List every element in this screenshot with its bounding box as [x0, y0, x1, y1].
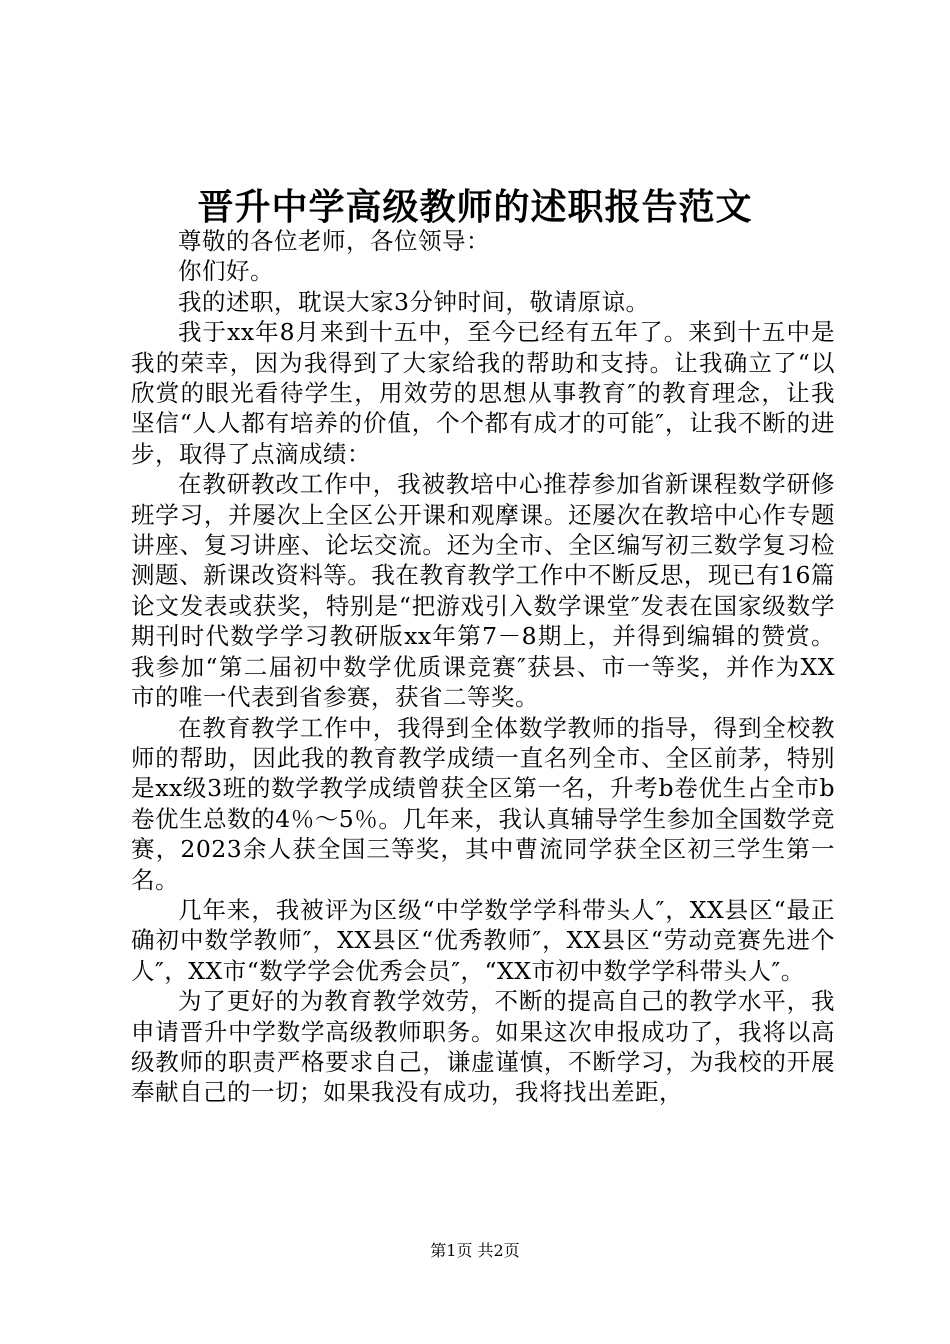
- paragraph-research: 在教研教改工作中，我被教培中心推荐参加省新课程数学研修班学习，并屡次上全区公开课和观摩课。还屡次在教培中心作专题讲座、复习讲座、论坛交流。还为全市、全区编写初三数学复习检测题、新课改资料等。我在教育教学工作中不断反思，现已有16篇论文发表或获奖，特别是“把游戏引入数学课堂″发表在国家级数学期刊时代数学学习教研版xx年第7－8期上，并得到编辑的赞赏。我参加“第二届初中数学优质课竞赛″获县、市一等奖，并作为XX市的唯一代表到省参赛，获省二等奖。: [131, 470, 835, 712]
- paragraph-background: 我于xx年8月来到十五中，至今已经有五年了。来到十五中是我的荣幸，因为我得到了大家给我的帮助和支持。让我确立了“以欣赏的眼光看待学生，用效劳的思想从事教育″的教育理念，让我坚信“人人都有培养的价值，个个都有成才的可能″，让我不断的进步，取得了点滴成绩：: [131, 318, 835, 468]
- paragraph-honors: 几年来，我被评为区级“中学数学学科带头人″，XX县区“最正确初中数学教师″，XX县区“优秀教师″，XX县区“劳动竞赛先进个人″，XX市“数学学会优秀会员″，“XX市初中数学学科带头人″。: [131, 895, 835, 985]
- paragraph-intro: 我的述职，耽误大家3分钟时间，敬请原谅。: [178, 287, 650, 316]
- paragraph-application: 为了更好的为教育教学效劳，不断的提高自己的教学水平，我申请晋升中学数学高级教师职务。如果这次申报成功了，我将以高级教师的职责严格要求自己，谦虚谨慎，不断学习，为我校的开展奉献自己的一切；如果我没有成功，我将找出差距，: [131, 987, 835, 1107]
- paragraph-greeting: 你们好。: [178, 257, 274, 286]
- paragraph-salutation: 尊敬的各位老师，各位领导：: [178, 227, 490, 255]
- document-body: [131, 226, 835, 1108]
- document-title: 晋升中学高级教师的述职报告范文: [197, 186, 753, 228]
- paragraph-teaching: 在教育教学工作中，我得到全体数学教师的指导，得到全校教师的帮助，因此我的教育教学成绩一直名列全市、全区前茅，特别是xx级3班的数学教学成绩曾获全区第一名，升考b卷优生占全市b卷优生总数的4％～5％。几年来，我认真辅导学生参加全国数学竞赛，2023余人获全国三等奖，其中曹流同学获全区初三学生第一名。: [131, 713, 835, 894]
- page-footer: 第1页 共2页: [430, 1241, 520, 1260]
